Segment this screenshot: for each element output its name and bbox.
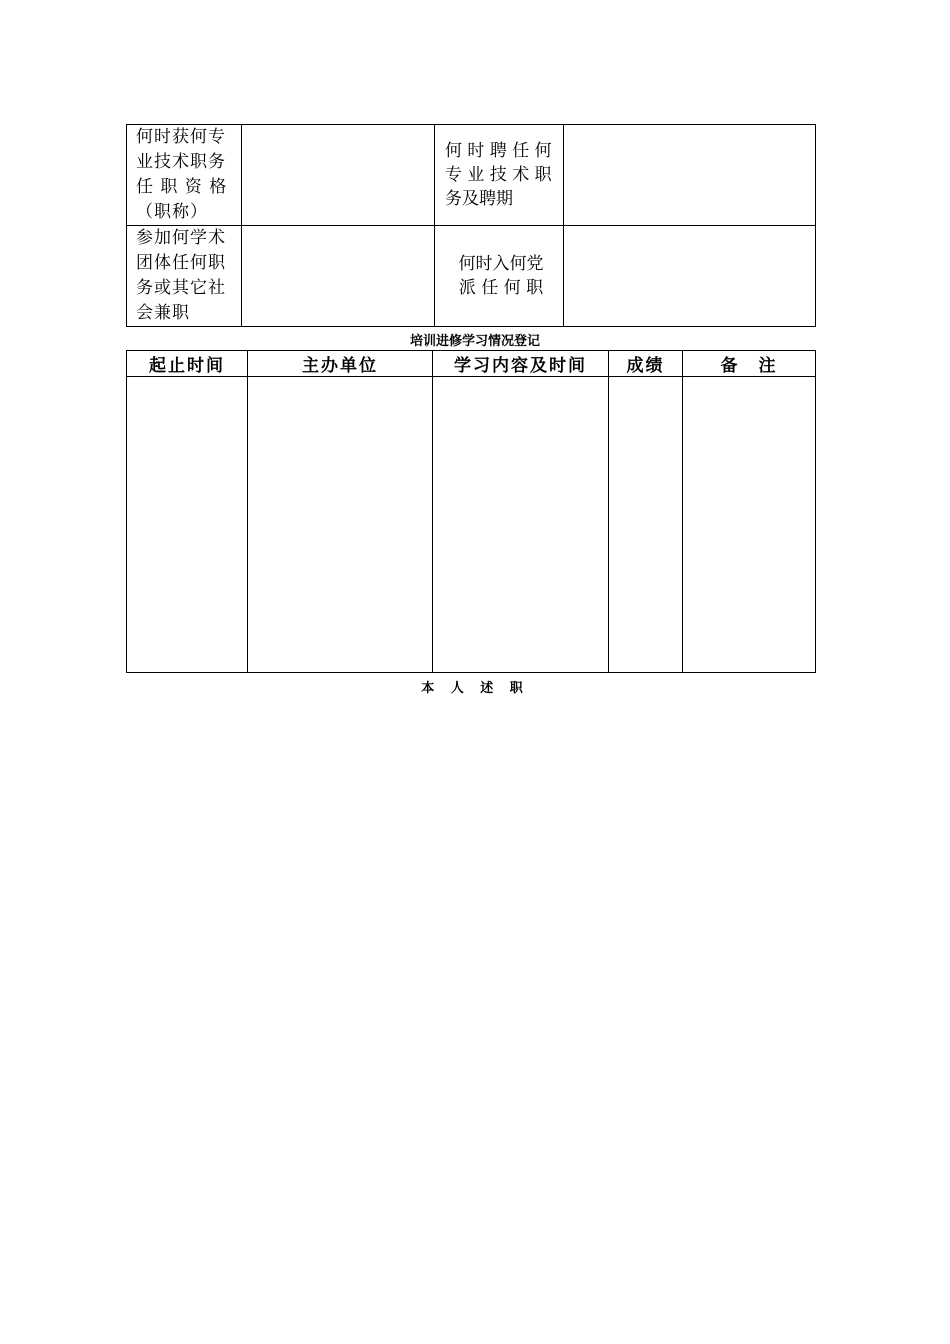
training-section-title: 培训进修学习情况登记 <box>409 334 540 349</box>
header-score: 成绩 <box>609 351 683 377</box>
header-period: 起止时间 <box>127 351 248 377</box>
header-organizer: 主办单位 <box>248 351 433 377</box>
info-table <box>126 124 816 327</box>
party-label: 何时入何党 派 任 何 职 <box>435 226 564 327</box>
appointment-value[interactable] <box>564 125 816 226</box>
training-body-row <box>127 377 816 673</box>
self-report-title: 本 人 述 职 <box>421 681 529 696</box>
training-table <box>126 350 816 673</box>
header-content: 学习内容及时间 <box>433 351 609 377</box>
period-cell[interactable] <box>127 377 248 673</box>
professional-title-value[interactable] <box>242 125 435 226</box>
society-position-label: 参加何学术 团体任何职 务或其它社 会兼职 <box>127 226 242 327</box>
society-position-value[interactable] <box>242 226 435 327</box>
content-cell[interactable] <box>433 377 609 673</box>
remarks-cell[interactable] <box>683 377 816 673</box>
info-row-professional-title <box>127 125 816 226</box>
party-value[interactable] <box>564 226 816 327</box>
training-header-row <box>127 351 816 377</box>
info-row-society <box>127 226 816 327</box>
header-remarks: 备 注 <box>683 351 816 377</box>
score-cell[interactable] <box>609 377 683 673</box>
appointment-label: 何 时 聘 任 何 专 业 技 术 职 务及聘期 <box>435 125 564 226</box>
organizer-cell[interactable] <box>248 377 433 673</box>
professional-title-label: 何时获何专 业技术职务 任 职 资 格 （职称） <box>127 125 242 226</box>
